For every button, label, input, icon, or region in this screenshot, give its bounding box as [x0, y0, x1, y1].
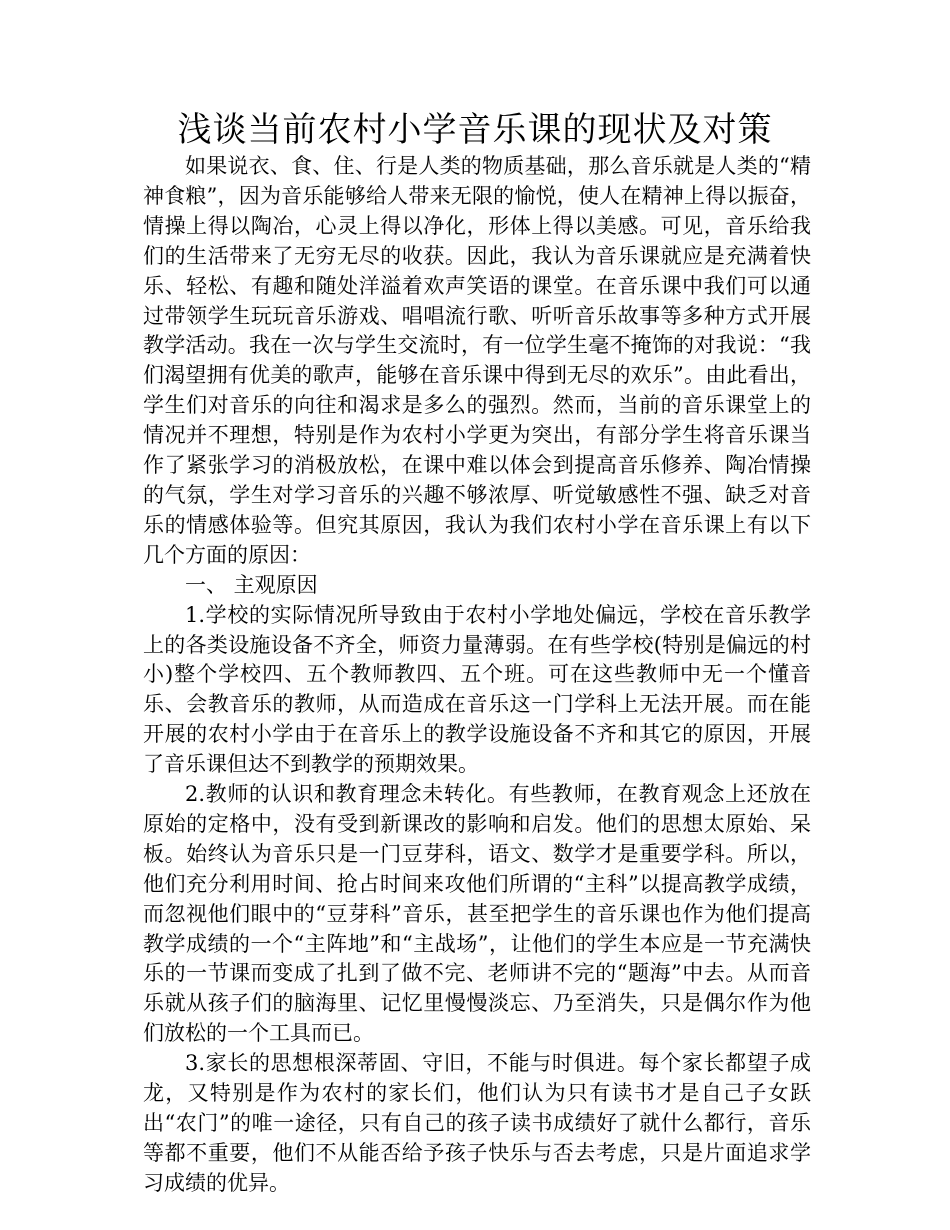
paragraph-point-1: 1.学校的实际情况所导致由于农村小学地处偏远，学校在音乐教学上的各类设施设备不齐全，师资力量薄弱。在有些学校(特别是偏远的村小)整个学校四、五个教师教四、五个班。可在这些教师中无一个懂音乐、会教音乐的教师，从而造成在音乐这一门学科上无法开展。而在能开展的农村小学由于在音乐上的教学设施设备不齐和其它的原因，开展了音乐课但达不到教学的预期效果。 [143, 602, 811, 777]
document-body [143, 152, 811, 1199]
paragraph-intro: 如果说衣、食、住、行是人类的物质基础，那么音乐就是人类的“精神食粮”，因为音乐能够给人带来无限的愉悦，使人在精神上得以振奋，情操上得以陶冶，心灵上得以净化，形体上得以美感。可见，音乐给我们的生活带来了无穷无尽的收获。因此，我认为音乐课就应是充满着快乐、轻松、有趣和随处洋溢着欢声笑语的课堂。在音乐课中我们可以通过带领学生玩玩音乐游戏、唱唱流行歌、听听音乐故事等多种方式开展教学活动。我在一次与学生交流时，有一位学生毫不掩饰的对我说：“我们渴望拥有优美的歌声，能够在音乐课中得到无尽的欢乐”。由此看出，学生们对音乐的向往和渴求是多么的强烈。然而，当前的音乐课堂上的情况并不理想，特别是作为农村小学更为突出，有部分学生将音乐课当作了紧张学习的消极放松，在课中难以体会到提高音乐修养、陶冶情操的气氛，学生对学习音乐的兴趣不够浓厚、听觉敏感性不强、缺乏对音乐的情感体验等。但究其原因，我认为我们农村小学在音乐课上有以下几个方面的原因： [143, 154, 811, 567]
document-title: 浅谈当前农村小学音乐课的现状及对策 [177, 110, 773, 150]
paragraph-point-2: 2.教师的认识和教育理念未转化。有些教师，在教育观念上还放在原始的定格中，没有受到新课改的影响和启发。他们的思想太原始、呆板。始终认为音乐只是一门豆芽科，语文、数学才是重要学科。所以，他们充分利用时间、抢占时间来攻他们所谓的“主科”以提高教学成绩，而忽视他们眼中的“豆芽科”音乐，甚至把学生的音乐课也作为他们提高教学成绩的一个“主阵地”和“主战场”，让他们的学生本应是一节充满快乐的一节课而变成了扎到了做不完、老师讲不完的“题海”中去。从而音乐就从孩子们的脑海里、记忆里慢慢淡忘、乃至消失，只是偶尔作为他们放松的一个工具而已。 [143, 782, 811, 1046]
section-heading-subjective-reasons: 一、 主观原因 [185, 572, 318, 597]
paragraph-point-3: 3.家长的思想根深蒂固、守旧，不能与时俱进。每个家长都望子成龙，又特别是作为农村的家长们，他们认为只有读书才是自己子女跃出“农门”的唯一途径，只有自己的孩子读书成绩好了就什么都行，音乐等都不重要，他们不从能否给予孩子快乐与否去考虑，只是片面追求学习成绩的优异。 [143, 1051, 811, 1195]
